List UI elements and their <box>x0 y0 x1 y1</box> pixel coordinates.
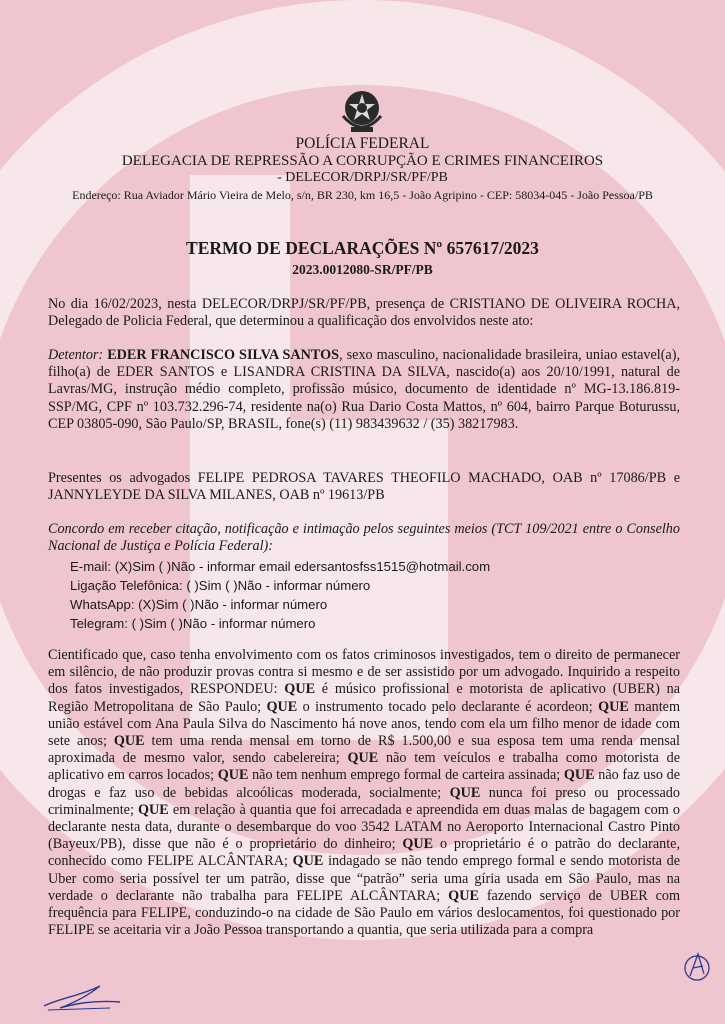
testimony-text: não tem nenhum emprego formal de carteira assinada; <box>248 767 564 784</box>
detainer-details: , sexo masculino, nacionalidade brasileira, uniao estavel(a), filho(a) de EDER SANTOS e LISANDRA CRISTINA DA SILVA, nascido(a) aos 20/10/1991, natural de Lavras/MG, instrução médio completo, profissão músico, documento de identidade nº MG-13.186.819-SSP/MG, CPF nº 103.732.296-74, residente na(o) Rua Dario Costa Mattos, nº 604, bairro Parque Boturussu, CEP 03805-090, São Paulo/SP, BRASIL, fone(s) (11) 983439632 / (35) 38217983. <box>48 347 681 432</box>
que-marker: QUE <box>113 733 145 750</box>
testimony-text: mantem união estável com Ana Paula Silva do Nascimento há nove anos, tendo com ela um filho menor de idade com sete anos; <box>48 698 680 750</box>
testimony-text: tem uma renda mensal em torno de R$ 1.500,00 e sua esposa tem uma renda mensal aproximada de mesmo valor, sendo cabelereira; <box>48 733 680 767</box>
header-agency: POLÍCIA FEDERAL <box>295 135 430 152</box>
intro-paragraph: No dia 16/02/2023, nesta DELECOR/DRPJ/SR/PF/PB, presença de CRISTIANO DE OLIVEIRA ROCHA, Delegado de Policia Federal, que determinou a qualificação dos envolvidos neste ato: <box>48 296 680 330</box>
document-number: 2023.0012080-SR/PF/PB <box>292 262 433 277</box>
detainer-name: EDER FRANCISCO SILVA SANTOS <box>107 347 340 363</box>
que-marker: QUE <box>598 698 629 715</box>
contact-option-email: E-mail: (X)Sim ( )Não - informar email edersantosfss1515@hotmail.com <box>70 559 491 574</box>
signature-mark <box>40 972 130 1016</box>
que-marker: QUE <box>448 887 479 904</box>
contact-option-phone: Ligação Telefônica: ( )Sim ( )Não - informar número <box>70 578 371 593</box>
initials-mark <box>682 948 712 984</box>
contact-option-telegram: Telegram: ( )Sim ( )Não - informar número <box>70 616 316 631</box>
document-title: TERMO DE DECLARAÇÕES Nº 657617/2023 <box>186 238 539 258</box>
lawyers-paragraph: Presentes os advogados FELIPE PEDROSA TAVARES THEOFILO MACHADO, OAB nº 17086/PB e JANNYLEYDE DA SILVA MILANES, OAB nº 19613/PB <box>48 470 680 504</box>
que-marker: QUE <box>138 801 169 818</box>
detainer-paragraph <box>48 347 680 433</box>
testimony-text: o proprietário é o patrão do declarante, conhecido como FELIPE ALCÂNTARA; <box>48 836 680 870</box>
header-unit: - DELECOR/DRPJ/SR/PF/PB <box>277 170 448 185</box>
testimony-text: não faz uso de drogas e faz uso de bebidas alcoólicas moderada, socialmente; <box>48 767 681 801</box>
testimony-text: nunca foi preso ou processado criminalmente; <box>48 784 680 818</box>
contact-option-whatsapp: WhatsApp: (X)Sim ( )Não - informar número <box>70 597 328 612</box>
testimony-text: fazendo serviço de UBER com frequência para FELIPE, conduzindo-o na cidade de São Paulo em vários deslocamentos, foi questionado por FELIPE se aceitaria vir a João Pessoa transportando a quantia, que seria utilizada para a compra <box>48 887 680 939</box>
que-marker: QUE <box>563 767 595 784</box>
coat-of-arms-icon <box>339 86 385 136</box>
que-marker: QUE <box>402 836 434 853</box>
testimony-text: em relação à quantia que foi arrecadada e apreendida em duas malas de bagagem com o declarante nesta data, durante o desembarque do voo 3542 LATAM no Aeroporto Internacional Castro Pinto (Bayeux/PB), disse que não é o proprietário do dinheiro; <box>48 801 680 853</box>
testimony-text: indagado se não tendo emprego formal e sendo motorista de Uber como seria possível ter um patrão, disse que “patrão” seria uma gíria usada em São Paulo, mas na verdade o declarante não trabalha para FELIPE ALCÂNTARA; <box>48 853 680 904</box>
que-marker: QUE <box>449 784 481 801</box>
header-department: DELEGACIA DE REPRESSÃO A CORRUPÇÃO E CRIMES FINANCEIROS <box>121 153 604 169</box>
testimony-text: Cientificado que, caso tenha envolvimento com os fatos criminosos investigados, tem o direito de permanecer em silêncio, de não produzir provas contra si mesmo e de ser assistido por um advogado. Inquirido a respeito dos fatos investigados, RESPONDEU: <box>48 647 680 698</box>
que-marker: QUE <box>266 698 298 715</box>
que-marker: QUE <box>217 767 249 784</box>
testimony-text: é músico profissional e motorista de aplicativo (UBER) na Região Metropolitana de São Paulo; <box>48 681 681 715</box>
testimony-paragraph <box>48 647 680 939</box>
testimony-text: o instrumento tocado pelo declarante é acordeon; <box>297 698 599 715</box>
que-marker: QUE <box>347 750 379 767</box>
que-marker: QUE <box>292 853 324 870</box>
testimony-text: não tem veículos e trabalha como motorista de aplicativo em carros locados; <box>48 750 680 784</box>
que-marker: QUE <box>284 681 316 698</box>
detainer-label: Detentor: <box>48 347 104 363</box>
contact-options <box>70 557 490 633</box>
consent-paragraph: Concordo em receber citação, notificação e intimação pelos seguintes meios (TCT 109/2021 entre o Conselho Nacional de Justiça e Polícia Federal): <box>48 521 680 555</box>
header-address: Endereço: Rua Aviador Mário Vieira de Melo, s/n, BR 230, km 16,5 - João Agripino - CEP: 58034-045 - João Pessoa/PB <box>72 188 653 202</box>
